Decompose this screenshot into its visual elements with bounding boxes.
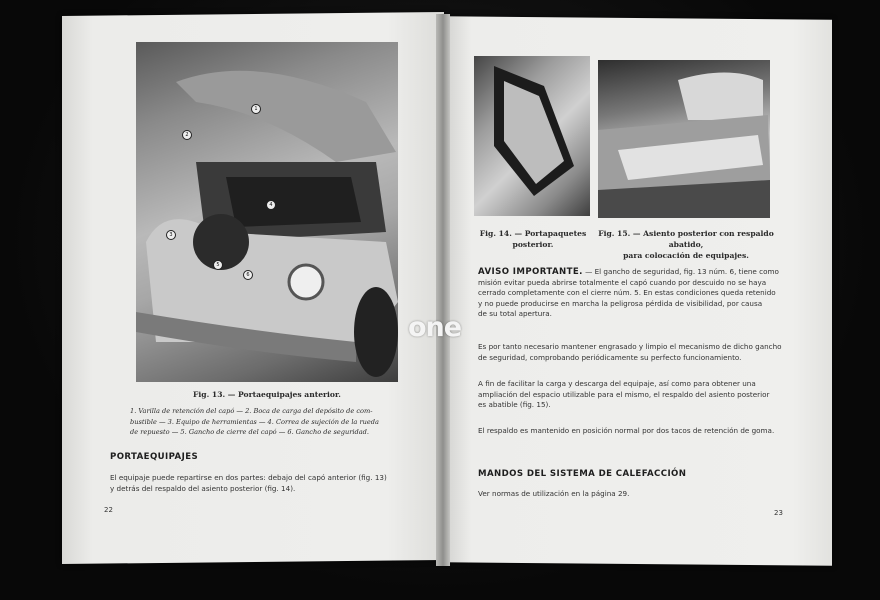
portaequipajes-text — [110, 473, 430, 494]
car-front-illustration — [136, 42, 398, 382]
body-line: misión evitar pueda abrirse totalmente el capó cuando por descuido no se haya — [478, 277, 767, 287]
figure-14-caption — [478, 228, 588, 250]
body-line: — El gancho de seguridad, fig. 13 núm. 6, tiene como — [582, 267, 779, 276]
legend-line: bustible — 3. Equipo de herramientas — 4. Correa de sujeción de la rueda — [130, 417, 379, 426]
callout-4: 4 — [266, 200, 276, 210]
calefaccion-heading: MANDOS DEL SISTEMA DE CALEFACCIÓN — [478, 469, 687, 479]
legend-line: de repuesto — 5. Gancho de cierre del capó — 6. Gancho de seguridad. — [130, 428, 369, 436]
body-line: de seguridad, comprobando periódicamente su perfecto funcionamiento. — [478, 352, 742, 362]
body-line: A fin de facilitar la carga y descarga del equipaje, así como para obtener una — [478, 379, 756, 388]
body-line: Es por tanto necesario mantener engrasado y limpio el mecanismo de dicho gancho — [478, 342, 782, 351]
caption-line: para colocación de equipajes. — [623, 251, 749, 260]
book-gutter — [436, 14, 450, 566]
callout-5: 5 — [213, 260, 223, 270]
figure-13-caption: Fig. 13. — Portaequipajes anterior. — [193, 390, 341, 399]
body-line: El equipaje puede repartirse en dos partes: debajo del capó anterior (fig. 13) — [110, 473, 387, 482]
rear-parcel-shelf-illustration — [474, 56, 590, 216]
figure-14-photo — [474, 56, 590, 216]
seat-fold-paragraph — [478, 379, 800, 411]
aviso-heading: AVISO IMPORTANTE. — [478, 267, 583, 277]
caption-line: posterior. — [512, 240, 554, 249]
figure-13-photo — [136, 42, 398, 382]
body-line: y no puede producirse en marcha la peligrosa pérdida de visibilidad, por causa — [478, 298, 763, 308]
caption-line: Fig. 15. — Asiento posterior con respaldo abatido, — [598, 229, 774, 249]
body-line: ampliación del espacio utilizable para el mismo, el respaldo del asiento posterior — [478, 389, 770, 399]
aviso-paragraph — [478, 267, 800, 320]
legend-line: 1. Varilla de retención del capó — 2. Boca de carga del depósito de com- — [130, 407, 373, 415]
body-line: cerrado completamente con el cierre núm. 5. En estas condiciones queda retenido — [478, 288, 776, 298]
calefaccion-text: Ver normas de utilización en la página 29. — [478, 489, 630, 498]
figure-13-legend — [130, 406, 410, 438]
body-line: y detrás del respaldo del asiento posterior (fig. 14). — [110, 483, 296, 493]
body-line: de su total apertura. — [478, 309, 552, 319]
page-number-left: 22 — [104, 506, 113, 514]
backrest-paragraph — [478, 426, 800, 437]
watermark-logo: one — [408, 312, 462, 343]
figure-15-caption — [598, 228, 774, 261]
maintenance-paragraph — [478, 342, 800, 363]
callout-1: 1 — [251, 104, 261, 114]
callout-6: 6 — [243, 270, 253, 280]
callout-2: 2 — [182, 130, 192, 140]
folded-rear-seat-illustration — [598, 60, 770, 218]
figure-15-photo — [598, 60, 770, 218]
body-line: es abatible (fig. 15). — [478, 400, 551, 410]
caption-line: Fig. 14. — Portapaquetes — [479, 229, 587, 238]
page-number-right: 23 — [774, 509, 783, 517]
body-line: El respaldo es mantenido en posición normal por dos tacos de retención de goma. — [478, 426, 775, 435]
callout-3: 3 — [166, 230, 176, 240]
portaequipajes-heading: PORTAEQUIPAJES — [110, 452, 199, 462]
